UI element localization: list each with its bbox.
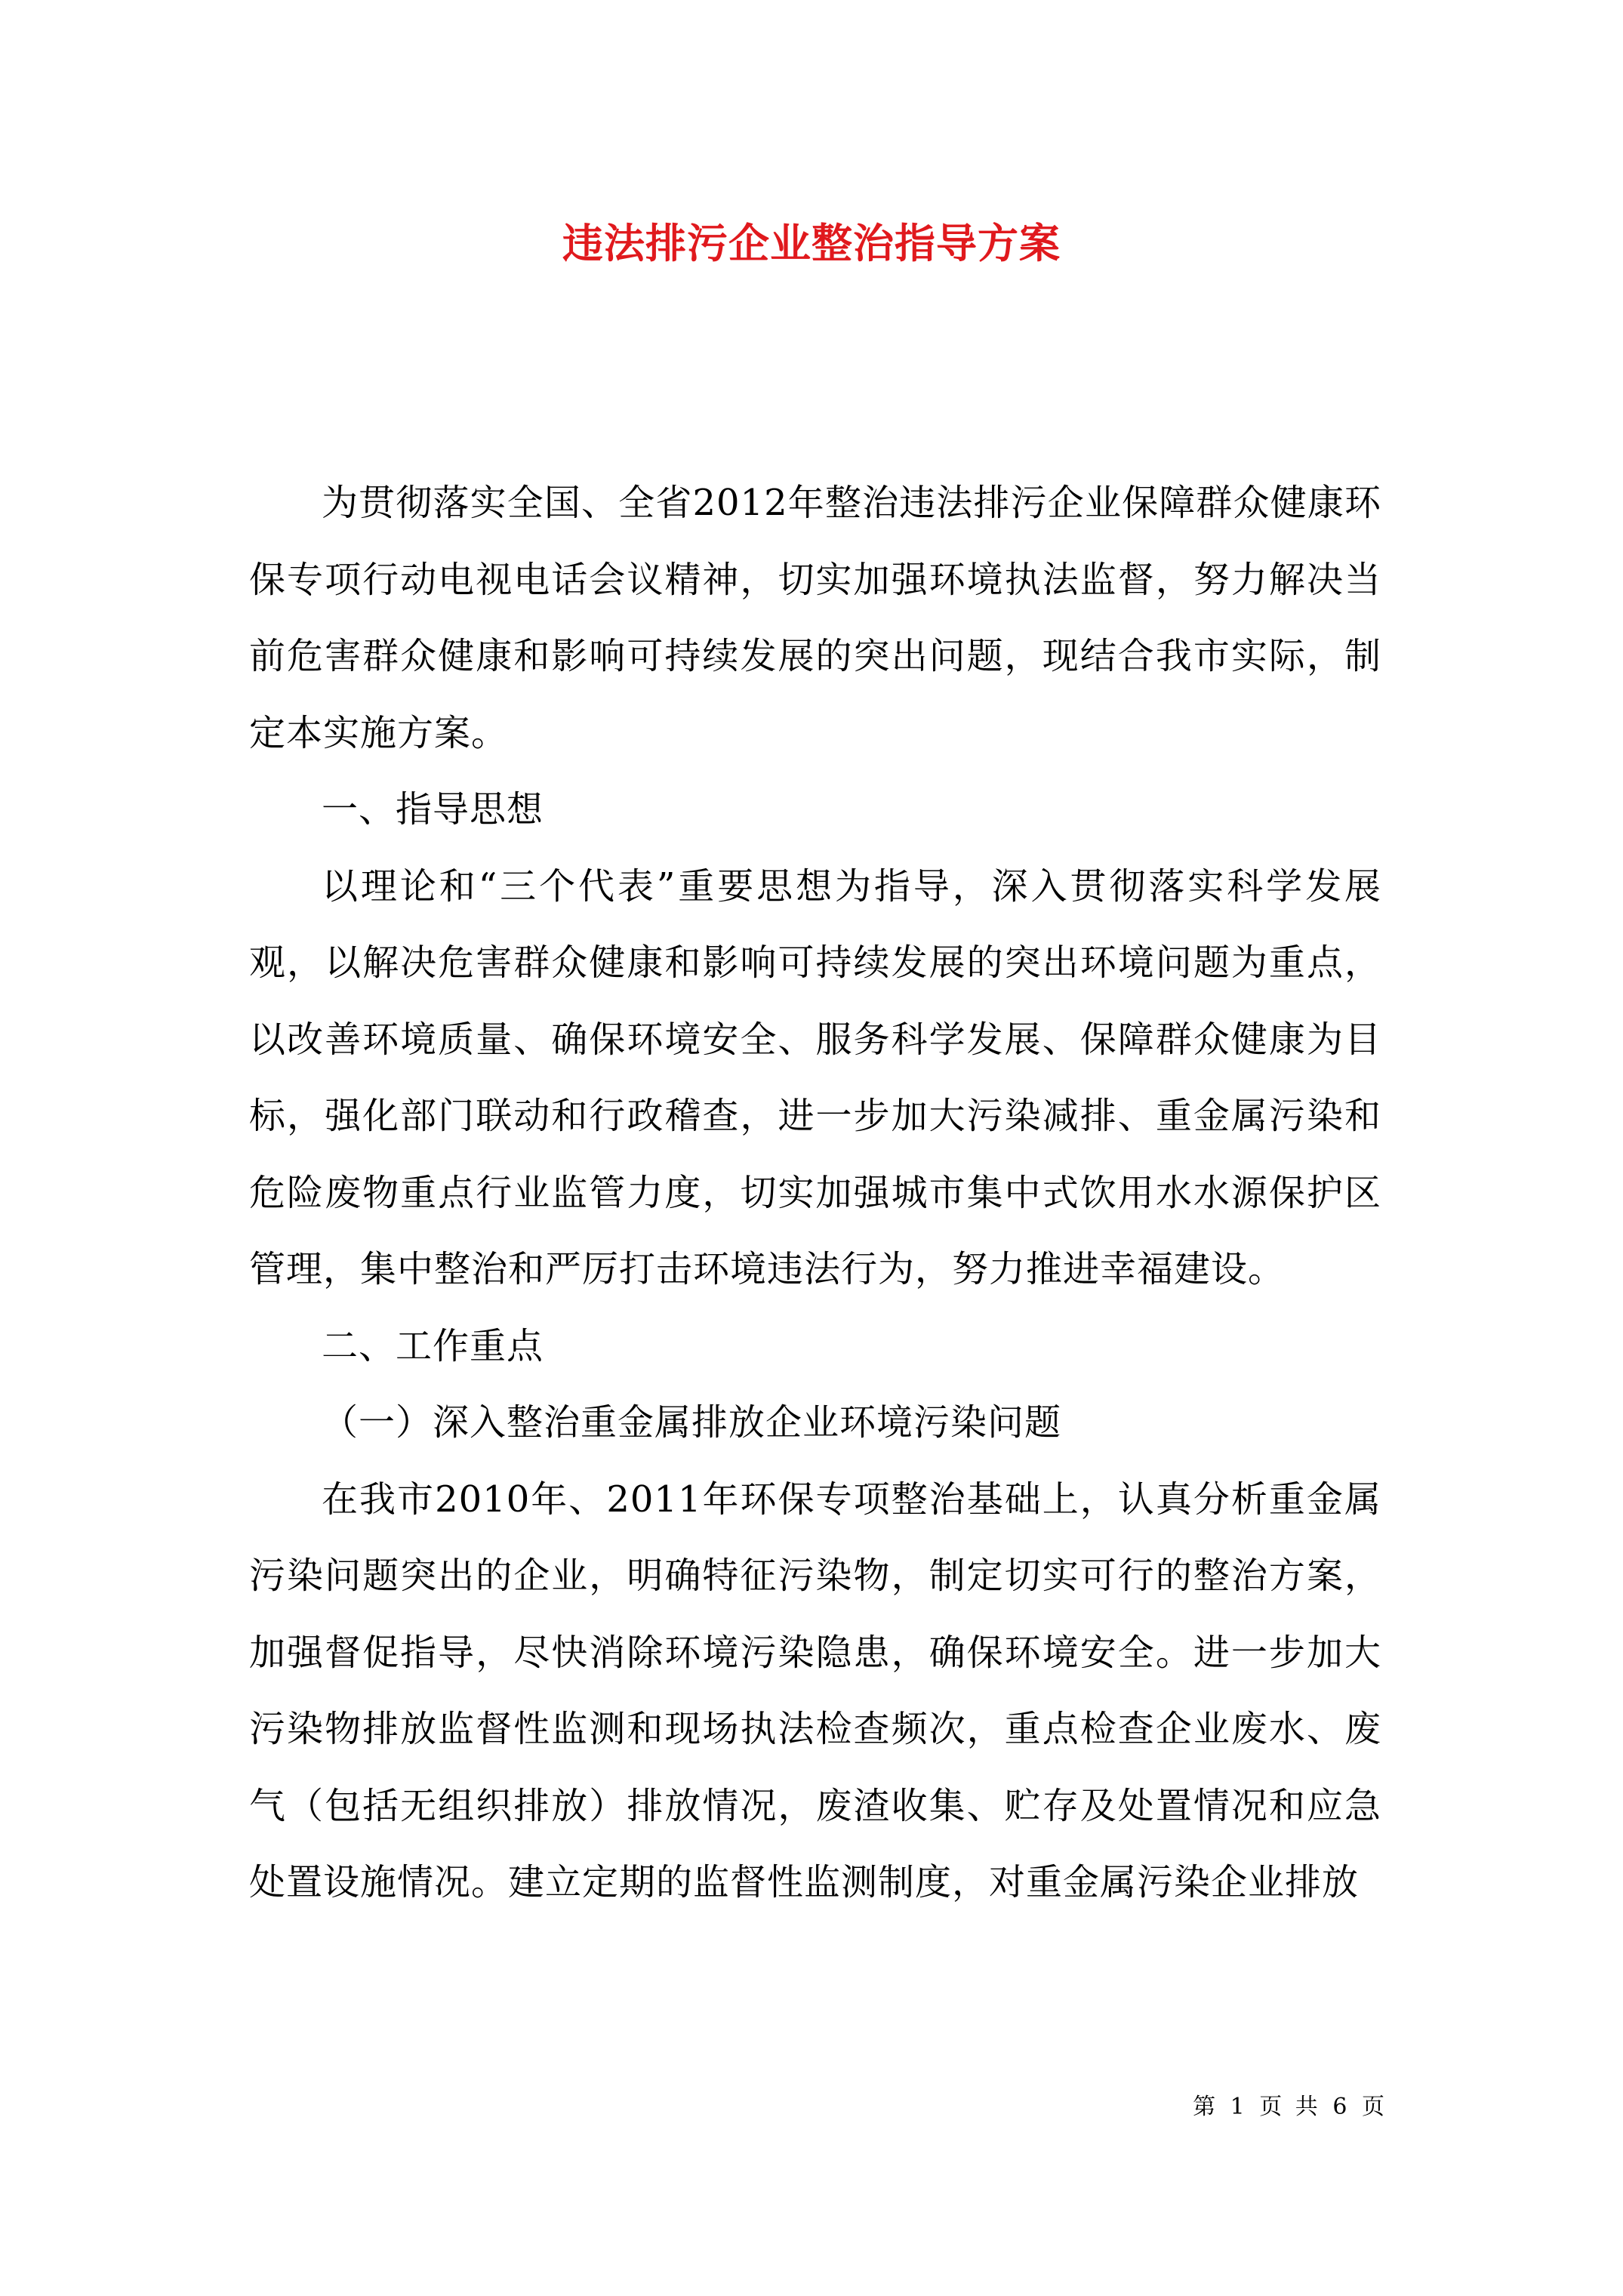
document-body	[249, 465, 1381, 1922]
paragraph-intro: 为贯彻落实全国、全省2012年整治违法排污企业保障群众健康环保专项行动电视电话会议精神，切实加强环境执法监督，努力解决当前危害群众健康和影响可持续发展的突出问题，现结合我市实际，制定本实施方案。	[249, 482, 1381, 754]
heading-work-focus: 二、工作重点	[322, 1324, 544, 1367]
footer-page-number: 1	[1230, 2094, 1248, 2120]
subheading-heavy-metal: （一）深入整治重金属排放企业环境污染问题	[322, 1401, 1062, 1444]
footer-suffix: 页	[1362, 2094, 1387, 2120]
paragraph-heavy-metal: 在我市2010年、2011年环保专项整治基础上，认真分析重金属污染问题突出的企业，明确特征污染物，制定切实可行的整治方案，加强督促指导，尽快消除环境污染隐患，确保环境安全。进一步加大污染物排放监督性监测和现场执法检查频次，重点检查企业废水、废气（包括无组织排放）排放情况，废渣收集、贮存及处置情况和应急处置设施情况。建立定期的监督性监测制度，对重金属污染企业排放	[249, 1478, 1381, 1903]
document-title: 违法排污企业整治指导方案	[562, 219, 1061, 267]
footer-middle: 页 共	[1259, 2094, 1321, 2120]
footer-prefix: 第	[1193, 2094, 1219, 2120]
heading-guiding-ideology: 一、指导思想	[322, 788, 544, 831]
page-footer	[1193, 2088, 1389, 2126]
paragraph-guiding-ideology: 以理论和“三个代表”重要思想为指导，深入贯彻落实科学发展观，以解决危害群众健康和影响可持续发展的突出环境问题为重点，以改善环境质量、确保环境安全、服务科学发展、保障群众健康为目标，强化部门联动和行政稽查，进一步加大污染减排、重金属污染和危险废物重点行业监管力度，切实加强城市集中式饮用水水源保护区管理，集中整治和严厉打击环境违法行为，努力推进幸福建设。	[249, 864, 1381, 1290]
footer-total-pages: 6	[1332, 2094, 1350, 2120]
